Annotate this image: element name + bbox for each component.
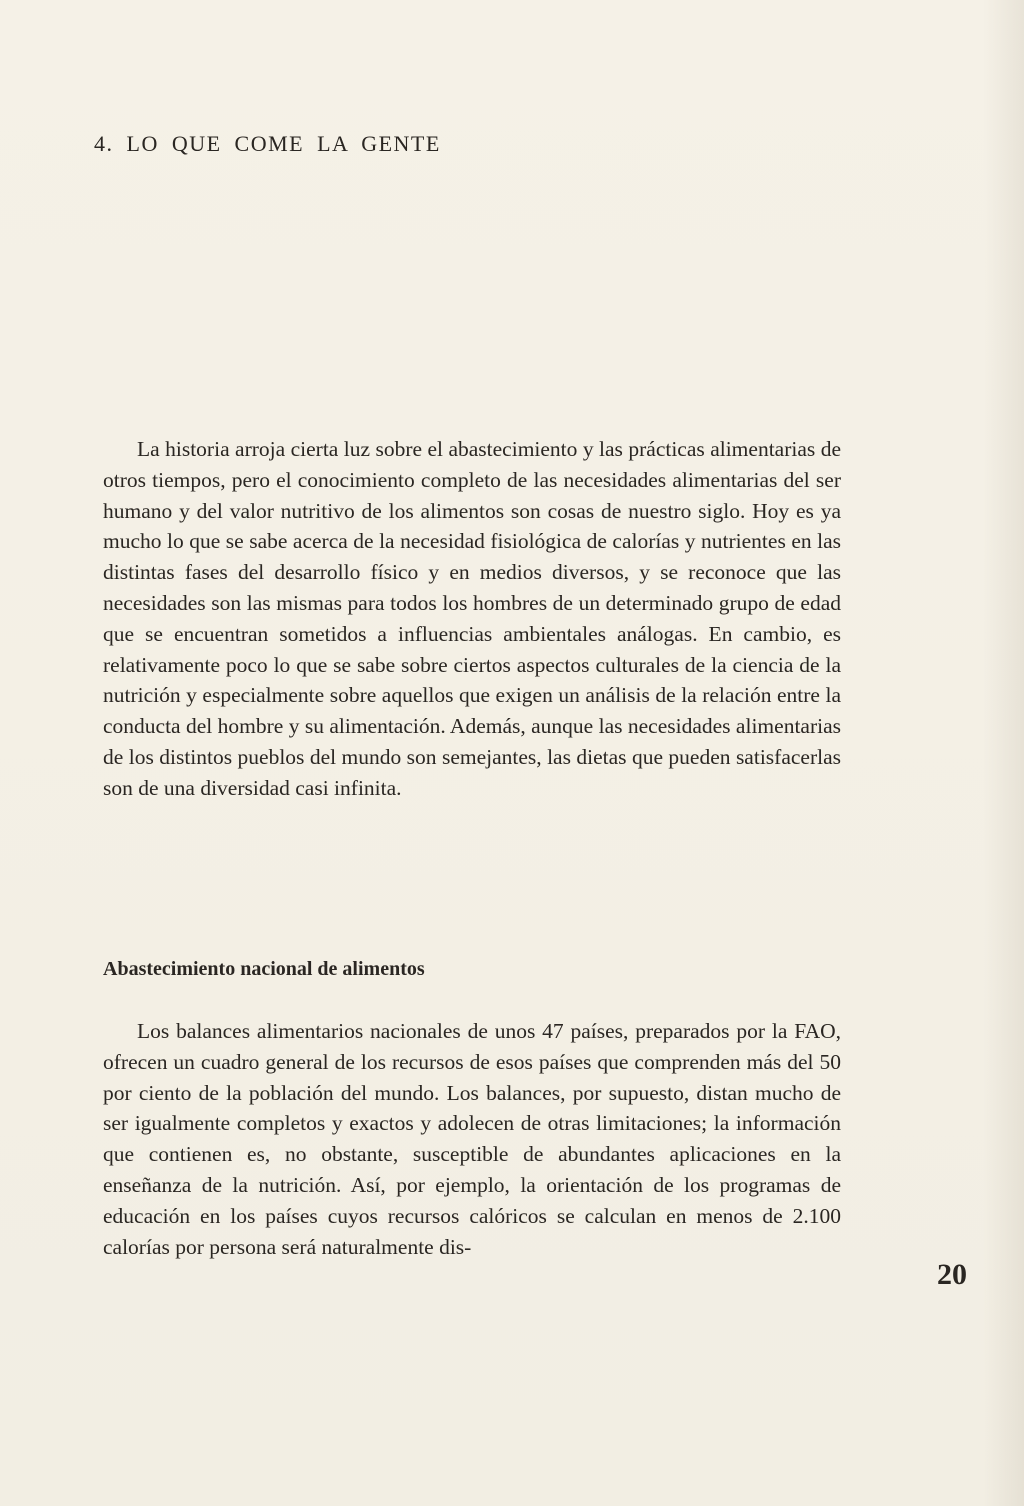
section-heading: Abastecimiento nacional de alimentos	[103, 958, 425, 980]
page-number: 20	[937, 1258, 967, 1291]
chapter-title: 4. LO QUE COME LA GENTE	[94, 131, 441, 156]
section-paragraph: Los balances alimentarios nacionales de unos 47 países, preparados por la FAO, ofrecen un cuadro general de los recursos de esos países que comprenden más del 50 por ciento de la población del mundo. Los balances, por supuesto, distan mucho de ser igualmente completos y exactos y adolecen de otras limitaciones; la información que contienen es, no obstante, susceptible de abundantes aplicaciones en la enseñanza de la nutrición. Así, por ejemplo, la orientación de los programas de educación en los países cuyos recursos calóricos se calculan en menos de 2.100 calorías por persona será naturalmente dis-	[103, 1019, 841, 1259]
intro-paragraph: La historia arroja cierta luz sobre el abastecimiento y las prácticas alimentarias de otros tiempos, pero el conocimiento completo de las necesidades alimentarias del ser humano y del valor nutritivo de los alimentos son cosas de nuestro siglo. Hoy es ya mucho lo que se sabe acerca de la necesidad fisiológica de calorías y nutrientes en las distintas fases del desarrollo físico y en medios diversos, y se reconoce que las necesidades son las mismas para todos los hombres de un determinado grupo de edad que se encuentran sometidos a influencias ambientales análogas. En cambio, es relativamente poco lo que se sabe sobre ciertos aspectos culturales de la ciencia de la nutrición y especialmente sobre aquellos que exigen un análisis de la relación entre la conducta del hombre y su alimentación. Además, aunque las necesidades alimentarias de los distintos pueblos del mundo son semejantes, las dietas que pueden satisfacerlas son de una diversidad casi infinita.	[103, 437, 841, 800]
